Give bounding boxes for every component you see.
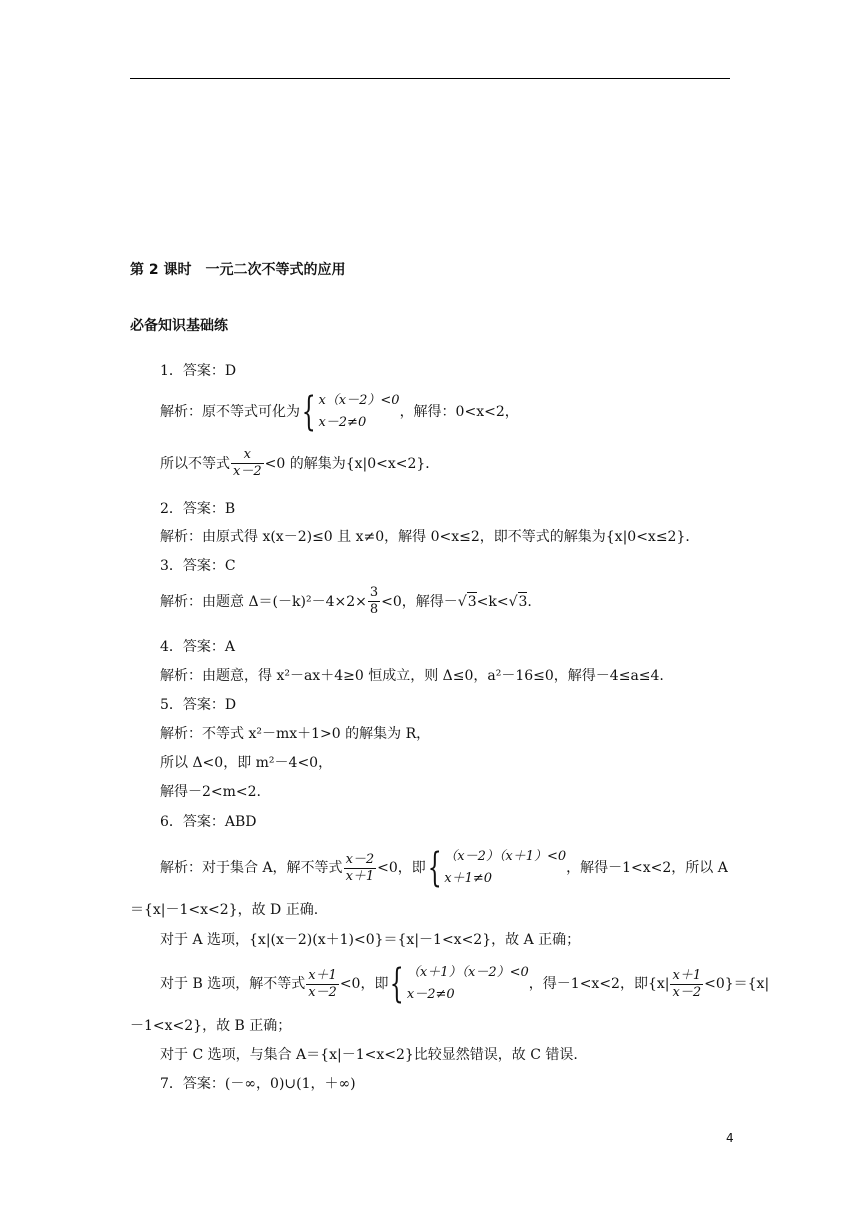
q6-text-mid: <0，即 (377, 860, 426, 876)
q6-fraction-b-numerator: x＋1 (308, 967, 337, 983)
q5-answer: 5．答案：D (160, 697, 237, 713)
header-rule (130, 78, 730, 79)
q3-text-mid: <0，解得－ (381, 593, 458, 610)
q6-analysis-line3: 对于 A 选项，{x|(x－2)(x＋1)<0}＝{x|－1<x<2}，故 A 正确； (160, 932, 581, 948)
q6-text-post: ，解得－1<x<2，所以 A (566, 860, 728, 876)
sqrt-symbol: √ (457, 593, 467, 610)
brace-symbol: { (301, 389, 316, 435)
q6-text-d-mid: <0，即 (339, 976, 389, 992)
q6-fraction-c-denominator: x－2 (672, 984, 702, 1000)
q6-fraction-c (670, 968, 703, 1001)
q1-equation-system (300, 390, 400, 434)
q3-radicand-1: 3 (467, 594, 477, 610)
q4-analysis: 解析：由题意，得 x²－ax＋4≥0 恒成立，则 Δ≤0，a²－16≤0，解得－4≤a≤4. (160, 668, 664, 684)
brace-symbol: { (390, 961, 405, 1007)
q6-fraction-denominator: x＋1 (345, 868, 375, 884)
q6-fraction-c-numerator: x＋1 (672, 967, 702, 983)
q4-answer: 4．答案：A (160, 639, 236, 655)
q1-fraction (231, 447, 264, 480)
q6-analysis-line5: －1<x<2}，故 B 正确； (130, 1018, 292, 1034)
brace-symbol: { (427, 845, 442, 891)
lesson-title: 第 2 课时 一元二次不等式的应用 (130, 262, 346, 278)
q6-fraction-b (306, 968, 339, 1001)
q3-text-end: . (527, 593, 532, 610)
q1-analysis-line1 (160, 390, 519, 434)
q3-fraction-numerator: 3 (369, 585, 379, 600)
q1-text-pre: 解析：原不等式可化为 (160, 404, 300, 420)
q6-text-d-pre: 对于 B 选项，解不等式 (160, 976, 306, 992)
q6-answer: 6．答案：ABD (160, 814, 257, 830)
q3-fraction-denominator: 8 (369, 602, 379, 617)
q1-text-post: ，解得：0<x<2， (399, 404, 519, 420)
q2-answer: 2．答案：B (160, 501, 236, 517)
sqrt-symbol: √ (508, 593, 518, 610)
q6-text-d-post: <0}＝{x| (704, 976, 770, 992)
q6-system-row2: x＋1≠0 (444, 871, 493, 886)
q6-fraction-b-denominator: x－2 (308, 984, 337, 1000)
section-title: 必备知识基础练 (130, 318, 228, 334)
page-number: 4 (726, 1131, 734, 1145)
q6-system-b-row1: （x＋1）（x－2）<0 (406, 965, 529, 980)
q3-text-pre: 解析：由题意 Δ＝(－k)²－4×2× (160, 593, 367, 610)
q6-analysis-line6: 对于 C 选项，与集合 A＝{x|－1<x<2}比较显然错误，故 C 错误. (160, 1047, 578, 1063)
q6-equation-system-b (388, 962, 528, 1006)
q6-fraction (344, 852, 377, 885)
q7-answer: 7．答案：(－∞，0)∪(1，＋∞) (160, 1076, 356, 1092)
q6-equation-system (426, 846, 566, 890)
q2-analysis: 解析：由原式得 x(x－2)≤0 且 x≠0，解得 0<x≤2，即不等式的解集为{x|0<x≤2}． (160, 529, 700, 545)
q1-system-row1: x（x－2）<0 (318, 393, 400, 408)
q3-answer: 3．答案：C (160, 558, 236, 574)
q6-fraction-numerator: x－2 (345, 851, 375, 867)
q1-analysis-line2 (160, 447, 439, 480)
q1-text-b-pre: 所以不等式 (160, 455, 230, 472)
q6-analysis-line4 (160, 962, 769, 1006)
q6-text-pre: 解析：对于集合 A，解不等式 (160, 860, 343, 876)
q6-analysis-line2: ＝{x|－1<x<2}，故 D 正确. (130, 902, 319, 918)
q1-fraction-numerator: x (231, 447, 264, 464)
q6-system-b-row2: x－2≠0 (406, 987, 455, 1002)
q5-analysis-line2: 所以 Δ<0，即 m²－4<0， (160, 755, 333, 771)
q6-analysis-line1 (160, 846, 728, 890)
q3-fraction (368, 585, 380, 618)
q5-analysis-line3: 解得－2<m<2. (160, 784, 262, 800)
q1-fraction-denominator: x－2 (233, 464, 262, 479)
q1-system-row2: x－2≠0 (318, 415, 367, 430)
q6-system-row1: （x－2）（x＋1）<0 (444, 849, 567, 864)
q6-text-d-mid2: ，得－1<x<2，即{x| (528, 976, 670, 992)
q1-answer: 1．答案：D (160, 363, 237, 379)
q3-radicand-2: 3 (518, 594, 528, 610)
q1-text-b-post: <0 的解集为{x|0<x<2}． (264, 455, 440, 472)
q3-text-mid2: <k< (476, 593, 509, 610)
q5-analysis-line1: 解析：不等式 x²－mx＋1>0 的解集为 R， (160, 726, 431, 742)
q3-analysis (160, 585, 532, 618)
